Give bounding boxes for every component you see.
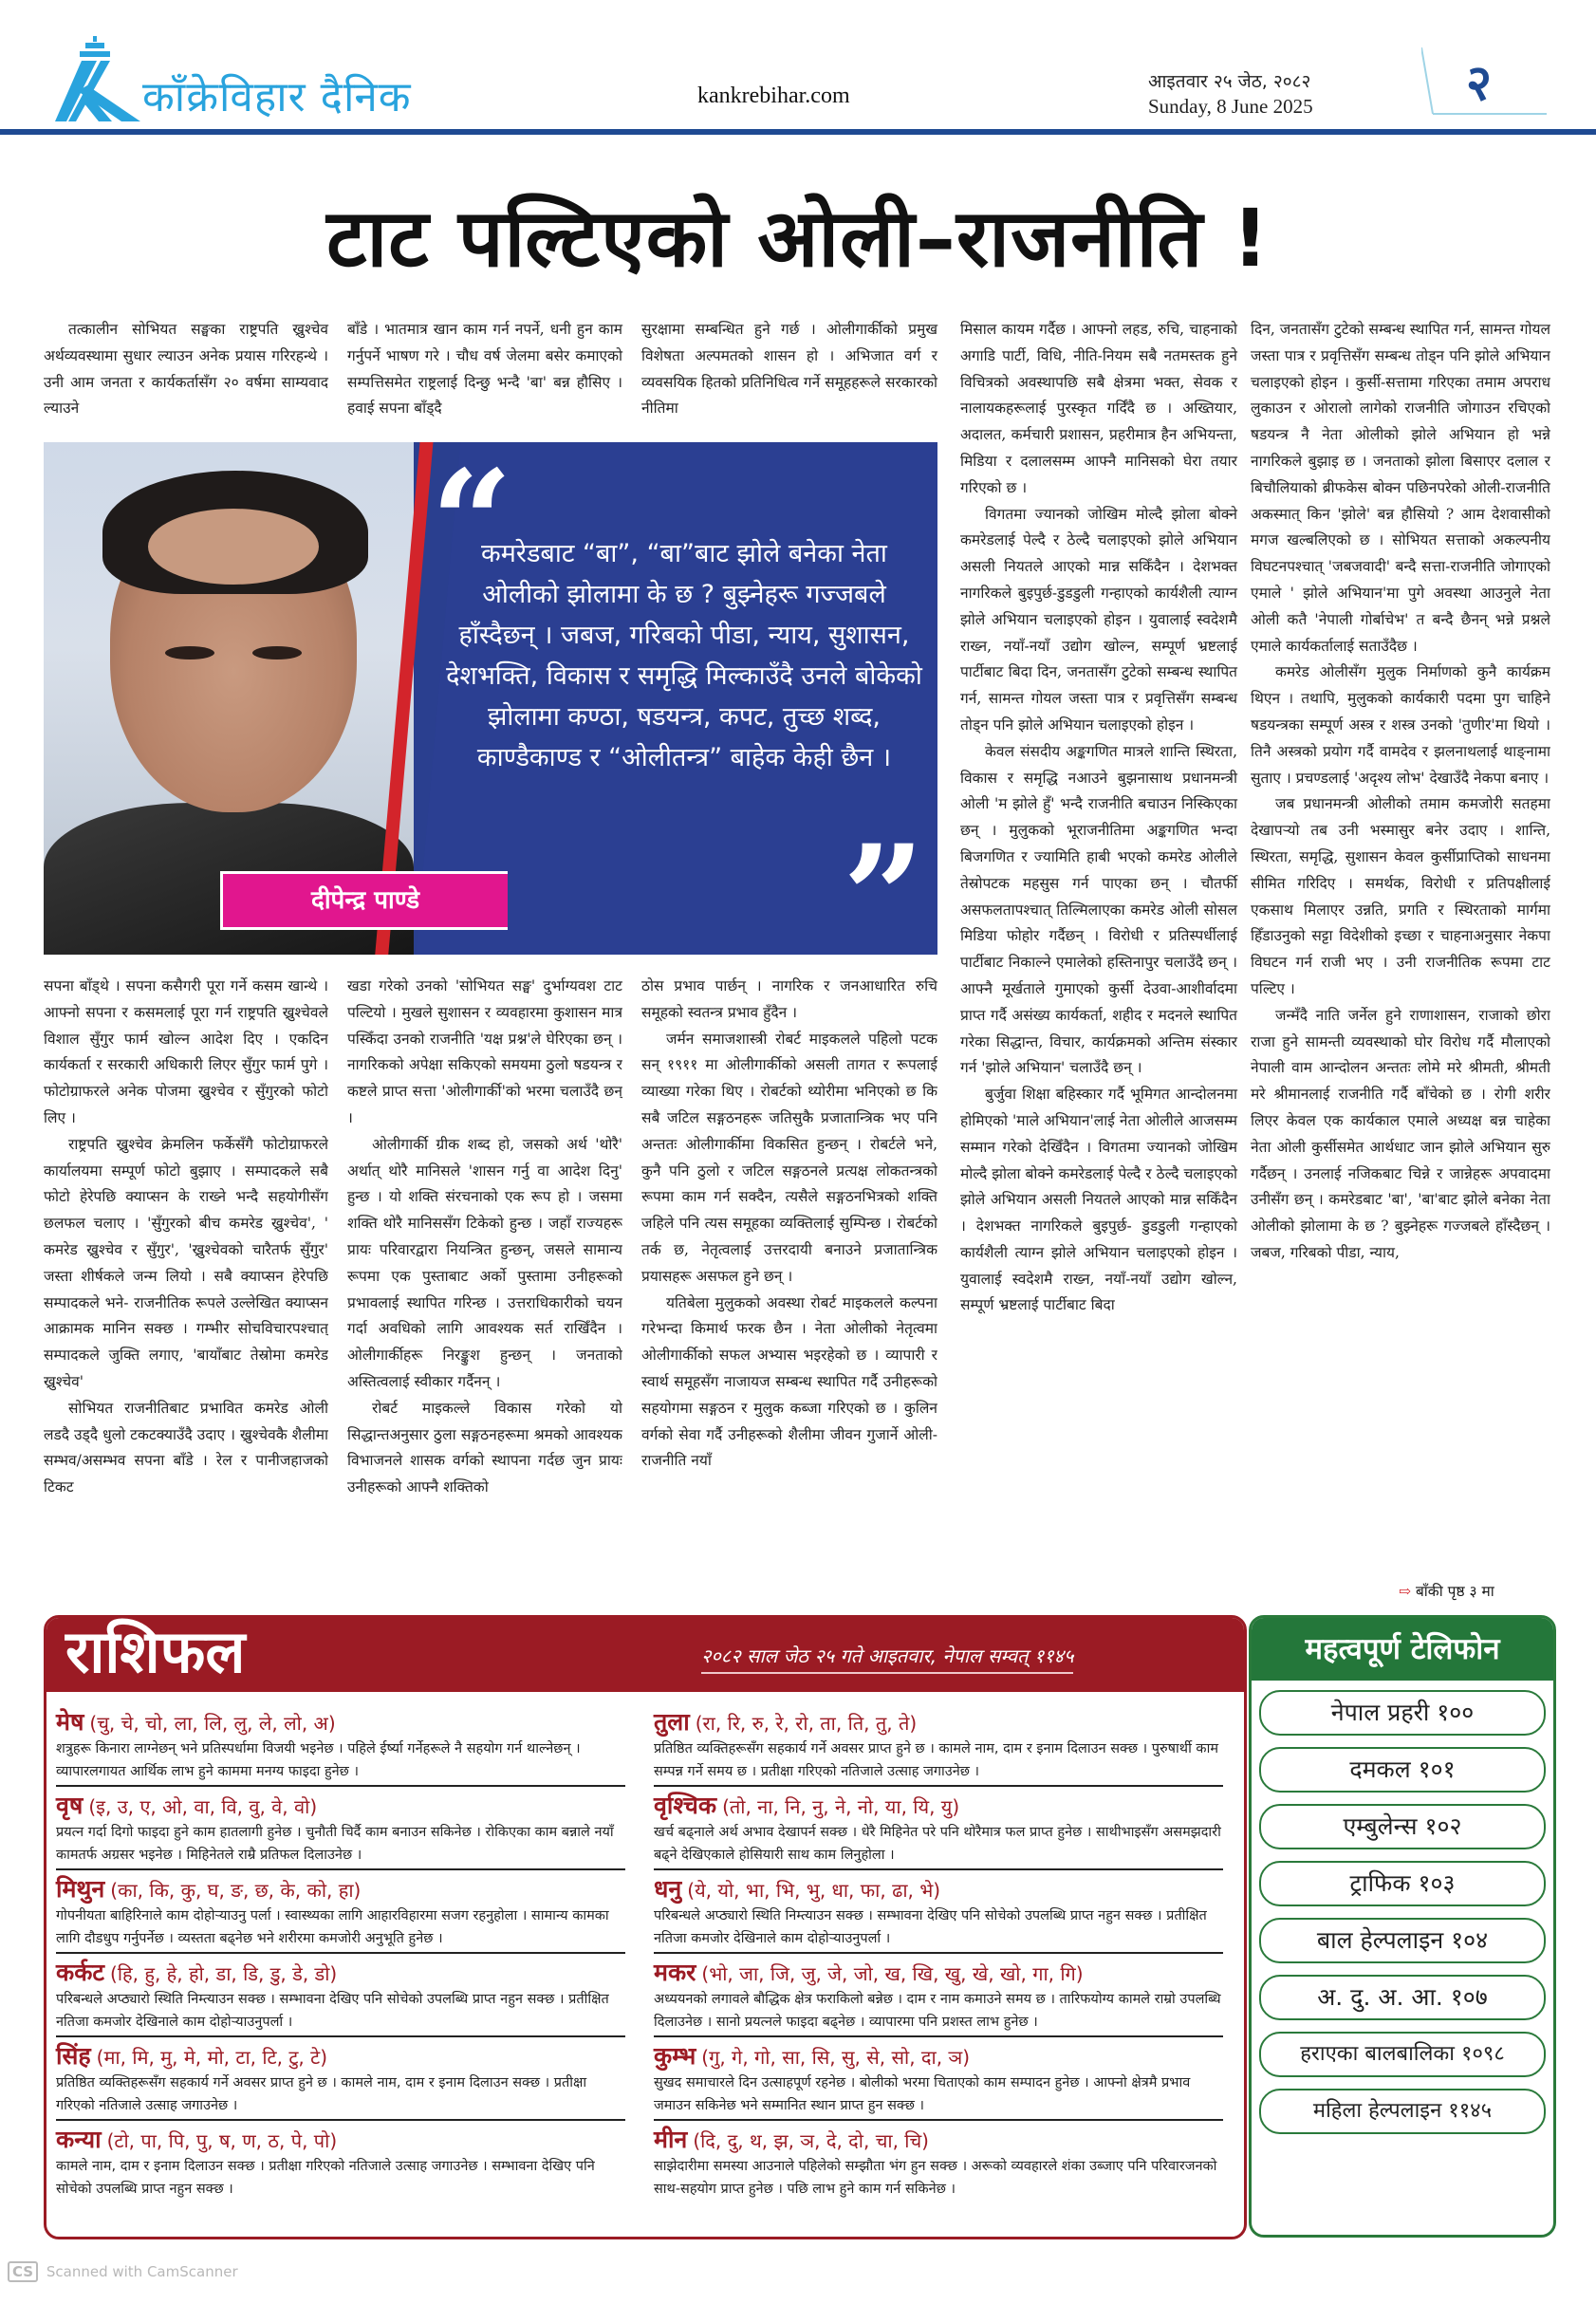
sign-letters: (का, कि, कु, घ, ङ, छ, के, को, हा) bbox=[110, 1879, 362, 1902]
paragraph: सोभियत राजनीतिबाट प्रभावित कमरेड ओली लडदै उड्दै धुलो टकटक्याउँदै उदाए । ख्रुश्चेवकै शैलीमा सम्भव/असम्भव सपना बाँडे । रेल र पानीजहाजको टिकट bbox=[44, 1399, 328, 1496]
paragraph: सुरक्षामा सम्बन्धित हुने गर्छ । ओलीगार्कीको प्रमुख विशेषता अल्पमतको शासन हो । अभिजात वर्ग र व्यवसयिक हितको प्रतिनिधित्व गर्ने समूहहरूले सरकारको नीतिमा bbox=[641, 321, 937, 418]
paragraph: कमरेड ओलीसँग मुलुक निर्माणको कुनै कार्यक्रम थिएन । तथापि, मुलुकको कार्यकारी पदमा पुग चाहिने षडयन्त्रका सम्पूर्ण अस्त्र र शस्त्र उनको 'तुणीर'मा थियो । तिनै अस्त्रको प्रयोग गर्दै वामदेव र झलनाथलाई थाङ्नामा सुताए । प्रचण्डलाई 'अदृश्य लोभ' देखाउँदै नेकपा बनाए । bbox=[1251, 663, 1550, 787]
paragraph: ओलीगार्की ग्रीक शब्द हो, जसको अर्थ 'थोरै' अर्थात् थोरै मानिसले 'शासन गर्नु वा आदेश दिनु' हुन्छ । यो शक्ति संरचनाको एक रूप हो । जसमा शक्ति थोरै मानिससँग टिकेको हुन्छ । जहाँ राज्यहरू प्रायः परिवारद्वारा नियन्त्रित हुन्छन्, जसले सामान्य रूपमा एक पुस्ताबाट अर्को पुस्तामा उनीहरूको प्रभावलाई स्थापित गरिन्छ । उत्तराधिकारीको चयन गर्दा अवधिको लागि आवश्यक सर्त राखिँदैन । ओलीगार्कीहरू निरङ्कुश हुन्छन् । जनताको अस्तित्वलाई स्वीकार गर्दैनन् । bbox=[347, 1135, 622, 1390]
phone-item: दमकल १०१ bbox=[1259, 1747, 1546, 1793]
photo-eye bbox=[252, 646, 302, 660]
sign-name: कर्कट bbox=[56, 1959, 105, 1986]
continued-link[interactable] bbox=[1395, 1580, 1494, 1601]
horoscope-item bbox=[654, 2037, 1223, 2121]
sign-letters: (तो, ना, नि, नु, ने, नो, या, यि, यु) bbox=[722, 1795, 960, 1818]
horoscope-item bbox=[654, 2121, 1223, 2204]
article-col5 bbox=[1251, 317, 1550, 1607]
camscanner-icon: CS bbox=[8, 2261, 38, 2282]
date-nepali: आइतवार २५ जेठ, २०८२ bbox=[1148, 71, 1311, 92]
photo-eye bbox=[165, 646, 214, 660]
sign-prediction: गोपनीयता बाहिरिनाले काम दोहोर्‍याउनु पर्ला । स्वास्थ्यका लागि आहारविहारमा सजग रहनुहोला । सामान्य कामका लागि दौडधुप गर्नुपर्नेछ । व्यस्तता बढ्नेछ भने शरीरमा कमजोरी अनुभूति हुनेछ । bbox=[56, 1908, 609, 1946]
horoscope-item bbox=[654, 1703, 1223, 1787]
phone-item: महिला हेल्पलाइन ११४५ bbox=[1259, 2089, 1546, 2134]
sign-prediction: सुखद समाचारले दिन उत्साहपूर्ण रहनेछ । बोलीको भरमा चिताएको काम सम्पादन हुनेछ । आफ्नो क्षेत्रमै प्रभाव जमाउन सकिनेछ भने सम्मानित स्थान प्राप्त हुन सक्छ । bbox=[654, 2075, 1191, 2113]
date-english: Sunday, 8 June 2025 bbox=[1148, 95, 1313, 118]
page-number: २ bbox=[1466, 55, 1493, 112]
article-col2-top bbox=[347, 317, 622, 422]
continued-label: बाँकी पृष्ठ ३ मा bbox=[1415, 1583, 1494, 1600]
masthead-rule bbox=[0, 129, 1596, 135]
paragraph: रोबर्ट माइकल्ले विकास गरेको यो सिद्धान्तअनुसार ठुला सङ्गठनहरूमा श्रमको आवश्यक विभाजनले शासक वर्गको स्थापना गर्दछ जुन प्रायः उनीहरूको आफ्नै शक्तिको bbox=[347, 1399, 622, 1496]
sign-name: मेष bbox=[56, 1708, 84, 1736]
phone-item: बाल हेल्पलाइन १०४ bbox=[1259, 1918, 1546, 1963]
quote-text: कमरेडबाट “बा”, “बा”बाट झोले बनेका नेता ओलीको झोलामा के छ ? बुझ्नेहरू गज्जबले हाँस्दैछन् । जबज, गरिबको पीडा, न्याय, सुशासन, देशभक्ति, विकास र समृद्धि मिल्काउँदै उनले बोकेको झोलामा कण्ठा, षडयन्त्र, कपट, तुच्छ शब्द, काण्डैकाण्ड र “ओलीतन्त्र” बाहेक केही छैन । bbox=[446, 539, 922, 772]
paragraph: बुर्जुवा शिक्षा बहिस्कार गर्दै भूमिगत आन्दोलनमा होमिएको 'माले अभियान'लाई नेता ओलीले आजसम्म सम्मान गरेको देखिँदैन । विगतमा ज्यानको जोखिम मोल्दै झोला बोक्ने कमरेडलाई पेल्दै र ठेल्दै चलाइएको झोले अभियान असली नियतले आएको मान्न सकिँदैन । देशभक्त नागरिकले बुइपुर्छ- डुडडुली गन्हाएको कार्यशैली त्याग्न झोले अभियान चलाइएको होइन । युवालाई स्वदेशमै राख्न, नयाँ-नयाँ उद्योग खोल्न, सम्पूर्ण भ्रष्टलाई पार्टीबाट बिदा bbox=[960, 1086, 1237, 1314]
horoscope-item bbox=[56, 1787, 625, 1870]
scanner-text: Scanned with CamScanner bbox=[46, 2263, 238, 2280]
horoscope-item bbox=[56, 1703, 625, 1787]
sign-name: धनु bbox=[654, 1875, 682, 1903]
sign-name: तुला bbox=[654, 1708, 690, 1736]
paragraph: दिन, जनतासँग टुटेको सम्बन्ध स्थापित गर्न, सामन्त गोयल जस्ता पात्र र प्रवृत्तिसँग सम्बन्ध तोड्न पनि झोले अभियान चलाइएको होइन । कुर्सी-सत्तामा गरिएका तमाम अपराध लुकाउन र ओरालो लागेको राजनीति जोगाउन रचिएको षडयन्त्र नै नेता ओलीको झोले अभियान हो भन्ने नागरिकले बुझाइ छ । जनताको झोला बिसाएर दलाल र बिचौलियाको ब्रीफकेस बोक्न पछिनपरेको ओली-राजनीति अकस्मात् किन 'झोले' बन्न हौसियो ? आम देशवासीको मगज खल्बलिएको छ । सोभियत सत्ताको अकल्पनीय विघटनपश्चात् 'जबजवादी' बन्दै सत्ता-राजनीति जोगाएको एमाले ' झोले अभियान'मा पुगे अवस्था आउनुले नेता ओली कतै 'नेपाली गोर्बाचेभ' त बन्दै छैनन् भन्ने प्रश्नले एमाले कार्यकर्तालाई सताउँदैछ । bbox=[1251, 321, 1550, 655]
sign-prediction: प्रतिष्ठित व्यक्तिहरूसँग सहकार्य गर्ने अवसर प्राप्त हुने छ । कामले नाम, दाम र इनाम दिलाउन सक्छ । पुरुषार्थी काम सम्पन्न गर्ने समय छ । प्रतीक्षा गरिएको नतिजाले उत्साह जगाउनेछ । bbox=[654, 1741, 1218, 1779]
sign-name: सिंह bbox=[56, 2042, 91, 2070]
paragraph: खडा गरेको उनको 'सोभियत सङ्घ' दुर्भाग्यवश टाट पल्टियो । मुखले सुशासन र व्यवहारमा कुशासन मात्र पस्किँदा उनको राजनीति 'यक्ष प्रश्न'ले घेरिएका छन् । नागरिकको अपेक्षा सकिएको समयमा ठुलो षडयन्त्र र कष्टले प्राप्त सत्ता 'ओलीगार्की'को भरमा चलाउँदै छन् । bbox=[347, 977, 622, 1126]
sign-prediction: प्रयत्न गर्दा दिगो फाइदा हुने काम हातलागी हुनेछ । चुनौती चिर्दै काम बनाउन सकिनेछ । रोकिएका काम बन्नाले नयाँ कामतर्फ अग्रसर भइनेछ । मिहिनेतले राम्रै प्रतिफल दिलाउनेछ । bbox=[56, 1825, 614, 1863]
sign-letters: (चु, चे, चो, ला, लि, लु, ले, लो, अ) bbox=[89, 1712, 336, 1735]
paragraph: यतिबेला मुलुकको अवस्था रोबर्ट माइकलले कल्पना गरेभन्दा किमार्थ फरक छैन । नेता ओलीको नेतृत्वमा ओलीगार्कीको सफल अभ्यास भइरहेको छ । व्यापारी र स्वार्थ समूहसँग नाजायज सम्बन्ध स्थापित गर्दै उनीहरूको सहयोगमा सङ्गठन र मुलुक कब्जा गरिएको छ । कुलिन वर्गको सेवा गर्दै उनीहरूको शैलीमा जीवन गुजार्ने ओली-राजनीति नयाँ bbox=[641, 1293, 937, 1470]
article-col4 bbox=[960, 317, 1237, 1319]
horoscope-item bbox=[654, 1954, 1223, 2037]
paragraph: जन्मँदै नाति जर्नेल हुने राणाशासन, राजाको छोरा राजा हुने सामन्ती व्यवस्थाको घोर विरोध गर्दै मौलाएको नेपाली वाम आन्दोलन अन्ततः लोमे मरे श्रीमती, श्रीमती मरे श्रीमानलाई राजनीति गर्दै बाँचेको छ । रोगी शरीर लिएर केवल एक कार्यकाल एमाले अध्यक्ष बन्न चाहेका नेता ओली कुर्सीसमेत आर्थधाट जान झोले अभियान सुरु गर्दैछन् । उनलाई नजिकबाट चिन्ने र जान्नेहरू अपवादमा उनीसँग छन् । कमरेडबाट 'बा', 'बा'बाट झोले बनेका नेता ओलीको झोलामा के छ ? बुझ्नेहरू गज्जबले हाँस्दैछन् । जबज, गरिबको पीडा, न्याय, bbox=[1251, 1006, 1550, 1261]
article-col3-bottom bbox=[641, 974, 937, 1609]
horoscope-item bbox=[654, 1787, 1223, 1870]
masthead bbox=[0, 0, 1596, 133]
pull-quote-box bbox=[44, 442, 937, 955]
sign-prediction: अध्ययनको लगावले बौद्धिक क्षेत्र फराकिलो बन्नेछ । दाम र नाम कमाउने समय छ । तारिफयोग्य कामले राम्रो उपलब्धि दिलाउनेछ । सानो प्रयत्नले फाइदा बढ्नेछ । व्यापारमा पनि प्रशस्त लाभ हुनेछ । bbox=[654, 1992, 1221, 2030]
sign-letters: (गु, गे, गो, सा, सि, सु, से, सो, दा, ञ) bbox=[701, 2046, 971, 2069]
sign-prediction: साझेदारीमा समस्या आउनाले पहिलेको सम्झौता भंग हुन सक्छ । अरूको व्यवहारले शंका उब्जाए पनि परिवारजनको साथ-सहयोग प्राप्त हुनेछ । पछि लाभ हुने काम गर्न सकिनेछ । bbox=[654, 2159, 1217, 2197]
horoscope-box bbox=[44, 1615, 1247, 2239]
article-col3-top bbox=[641, 317, 937, 422]
sign-letters: (रा, रि, रु, रे, रो, ता, ति, तु, ते) bbox=[695, 1712, 918, 1735]
sign-name: वृश्चिक bbox=[654, 1792, 717, 1819]
paragraph: मिसाल कायम गर्दैछ । आफ्नो लहड, रुचि, चाहनाको अगाडि पार्टी, विधि, नीति-नियम सबै नतमस्तक हुने विचित्रको अवस्थापछि सबै क्षेत्रमा भक्त, सेवक र नालायकहरूलाई पुरस्कृत गर्दिँदै छ । अख्तियार, अदालत, कर्मचारी प्रशासन, प्रहरीमात्र हैन अभियन्ता, मिडिया र दलालसम्म आफ्नै मानिसको घेरा तयार गरिएको छ । bbox=[960, 321, 1237, 496]
horoscope-header bbox=[46, 1618, 1244, 1692]
paragraph: तत्कालीन सोभियत सङ्घका राष्ट्रपति ख्रुश्चेव अर्थव्यवस्थामा सुधार ल्याउन अनेक प्रयास गरिरहन्थे । उनी आम जनता र कार्यकर्तासँग २० वर्षमा साम्यवाद ल्याउने bbox=[44, 321, 328, 418]
photo-forehead bbox=[148, 509, 319, 585]
horoscope-right-column bbox=[654, 1703, 1223, 2204]
horoscope-date: २०८२ साल जेठ २५ गते आइतवार, नेपाल सम्वत् ११४५ bbox=[701, 1643, 1073, 1674]
sign-letters: (भो, जा, जि, जु, जे, जो, ख, खि, खु, खे, खो, गा, गि) bbox=[701, 1962, 1084, 1985]
paragraph: केवल संसदीय अङ्कगणित मात्रले शान्ति स्थिरता, विकास र समृद्धि नआउने बुझनासाथ प्रधानमन्त्री ओली 'म झोले हुँ' भन्दै राजनीति बचाउन निस्किएका छन् । मुलुकको भूराजनीतिमा अङ्कगणित भन्दा बिजगणित र ज्यामिति हाबी भएको कमरेड ओलीले तेस्रोपटक महसुस गर्न पाएका छन् । चौतर्फी असफलतापश्चात् तिल्मिलाएका कमरेड ओली सोसल मिडिया फोहोर गर्दैछन् । विरोधी र प्रतिस्पर्धीलाई पार्टीबाट निकाल्ने एमालेको हस्तिनापुर चलाउँदै छन् । आफ्नै मूर्खताले गुमाएको कुर्सी देउवा-आशीर्वादमा प्राप्त गर्दै असंख्य कार्यकर्ता, शहीद र मदनले स्थापित गरेका सिद्धान्त, विचार, कार्यक्रमको अन्तिम संस्कार गर्न 'झोले अभियान' चलाउँदै छन् । bbox=[960, 742, 1237, 1077]
horoscope-left-column bbox=[56, 1703, 625, 2204]
article-col1-bottom bbox=[44, 974, 328, 1609]
phone-item: हराएका बालबालिका १०९८ bbox=[1259, 2032, 1546, 2077]
paragraph: ठोस प्रभाव पार्छन् । नागरिक र जनआधारित रुचि समूहको स्वतन्त्र प्रभाव हुँदैन । bbox=[641, 977, 937, 1021]
sign-prediction: शत्रुहरू किनारा लाग्नेछन् भने प्रतिस्पर्धामा विजयी भइनेछ । पहिले ईर्ष्या गर्नेहरूले नै सहयोग गर्न थाल्नेछन् । व्यापारलगायत आर्थिक लाभ हुने काममा मनग्य फाइदा हुनेछ । bbox=[56, 1741, 581, 1779]
sign-name: मीन bbox=[654, 2126, 688, 2153]
sign-prediction: प्रतिष्ठित व्यक्तिहरूसँग सहकार्य गर्ने अवसर प्राप्त हुने छ । कामले नाम, दाम र इनाम दिलाउन सक्छ । प्रतीक्षा गरिएको नतिजाले उत्साह जगाउनेछ । bbox=[56, 2075, 587, 2113]
sign-letters: (हि, हु, हे, हो, डा, डि, डु, डे, डो) bbox=[110, 1962, 338, 1985]
phones-list bbox=[1259, 1690, 1546, 2146]
sign-letters: (दि, दु, थ, झ, ञ, दे, दो, चा, चि) bbox=[693, 2129, 929, 2152]
sign-prediction: परिबन्धले अप्ठ्यारो स्थिति निम्त्याउन सक्छ । सम्भावना देखिए पनि सोचेको उपलब्धि प्राप्त नहुन सक्छ । प्रतीक्षित नतिजा कमजोर देखिनाले काम दोहोर्‍याउनुपर्ला । bbox=[654, 1908, 1207, 1946]
sign-name: कन्या bbox=[56, 2126, 102, 2153]
sign-name: मकर bbox=[654, 1959, 696, 1986]
author-name-tag: दीपेन्द्र पाण्डे bbox=[220, 871, 508, 930]
important-phones-box bbox=[1249, 1615, 1556, 2238]
open-quote-icon: “ bbox=[431, 442, 513, 606]
site-url[interactable]: kankrebihar.com bbox=[697, 84, 850, 108]
horoscope-item bbox=[56, 1954, 625, 2037]
sign-prediction: खर्च बढ्नाले अर्थ अभाव देखापर्न सक्छ । धेरै मिहिनेत परे पनि थोरैमात्र फल प्राप्त हुनेछ । साथीभाइसँग असमझदारी बढ्ने देखिएकाले होसियारी साथ काम लिनुहोला । bbox=[654, 1825, 1221, 1863]
sign-letters: (टो, पा, पि, पु, ष, ण, ठ, पे, पो) bbox=[106, 2129, 338, 2152]
phone-item: ट्राफिक १०३ bbox=[1259, 1861, 1546, 1906]
article-col2-bottom bbox=[347, 974, 622, 1609]
paragraph: राष्ट्रपति ख्रुश्चेव क्रेमलिन फर्केसँगै फोटोग्राफरले कार्यालयमा सम्पूर्ण फोटो बुझाए । सम्पादकले सबै फोटो हेरेपछि क्याप्सन के राख्ने भन्दै सहयोगीसँग छलफल चलाए । 'सुँगुरको बीच कमरेड ख्रुश्चेव', ' कमरेड ख्रुश्चेव र सुँगुर', 'ख्रुश्चेवको चारैतर्फ सुँगुर' जस्ता शीर्षकले जन्म लियो । सबै क्याप्सन हेरेपछि सम्पादकले भने- राजनीतिक रूपले उल्लेखित क्याप्सन आक्रामक मानिन सक्छ । गम्भीर सोचविचारपश्चात् सम्पादकले जुक्ति लगाए, 'बायाँबाट तेस्रोमा कमरेड ख्रुश्चेव' bbox=[44, 1135, 328, 1390]
sign-prediction: कामले नाम, दाम र इनाम दिलाउन सक्छ । प्रतीक्षा गरिएको नतिजाले उत्साह जगाउनेछ । सम्भावना देखिए पनि सोचेको उपलब्धि प्राप्त नहुन सक्छ । bbox=[56, 2159, 595, 2197]
arrow-right-icon: ⇨ bbox=[1399, 1583, 1411, 1600]
paragraph: बाँडे । भातमात्र खान काम गर्न नपर्ने, धनी हुन काम गर्नुपर्ने भाषण गरे । चौध वर्ष जेलमा बसेर कमाएको सम्पत्तिसमेत राष्ट्रलाई दिन्छु भन्दै 'बा' बन्न हौसिए । हवाई सपना बाँड्दै bbox=[347, 321, 622, 418]
sign-name: कुम्भ bbox=[654, 2042, 696, 2070]
newspaper-name: काँक्रेविहार दैनिक bbox=[142, 73, 412, 121]
phone-item: नेपाल प्रहरी १०० bbox=[1259, 1690, 1546, 1736]
phone-item: एम्बुलेन्स १०२ bbox=[1259, 1804, 1546, 1849]
horoscope-item bbox=[56, 1870, 625, 1954]
horoscope-item bbox=[56, 2121, 625, 2204]
temple-logo-icon bbox=[55, 36, 140, 123]
sign-letters: (इ, उ, ए, ओ, वा, वि, वु, वे, वो) bbox=[88, 1795, 318, 1818]
sign-name: मिथुन bbox=[56, 1875, 105, 1903]
phone-item: अ. दु. अ. आ. १०७ bbox=[1259, 1975, 1546, 2020]
article-col1-top bbox=[44, 317, 328, 422]
sign-name: वृष bbox=[56, 1792, 84, 1819]
scanner-watermark bbox=[8, 2261, 238, 2282]
paragraph: जब प्रधानमन्त्री ओलीको तमाम कमजोरी सतहमा देखापर्‍यो तब उनी भस्मासुर बनेर उदाए । शान्ति, स्थिरता, समृद्धि, सुशासन केवल कुर्सीप्राप्तिको साधनमा सीमित गरिदिए । समर्थक, विरोधी र प्रतिपक्षीलाई एकसाथ मिलाएर उन्नति, प्रगति र स्थिरताको मार्गमा हिँडाउनुको सट्टा विदेशीको इच्छा र चाहनाअनुसार नेकपा विघटन गर्न राजी भए । उनी राजनीतिक रूपमा टाट पल्टिए । bbox=[1251, 795, 1550, 997]
horoscope-item bbox=[654, 1870, 1223, 1954]
sign-letters: (मा, मि, मु, मे, मो, टा, टि, टु, टे) bbox=[96, 2046, 328, 2069]
sign-letters: (ये, यो, भा, भि, भु, धा, फा, ढा, भे) bbox=[687, 1879, 941, 1902]
horoscope-item bbox=[56, 2037, 625, 2121]
paragraph: जर्मन समाजशास्त्री रोबर्ट माइकलले पहिलो पटक सन् १९११ मा ओलीगार्कीको असली तागत र रूपलाई व्याख्या गरेका थिए । रोबर्टको थ्योरीमा भनिएको छ कि सबै जटिल सङ्गठनहरू जतिसुकै प्रजातान्त्रिक भए पनि अन्ततः ओलीगार्कीमा विकसित हुन्छन् । रोबर्टले भने, कुनै पनि ठुलो र जटिल सङ्गठनले प्रत्यक्ष लोकतन्त्रको रूपमा काम गर्न सक्दैन, त्यसैले सङ्गठनभित्रको शक्ति जहिले पनि त्यस समूहका व्यक्तिलाई सुम्पिन्छ । रोबर्टको तर्क छ, नेतृत्वलाई उत्तरदायी बनाउने प्रजातान्त्रिक प्रयासहरू असफल हुने छन् । bbox=[641, 1030, 937, 1285]
sign-prediction: परिबन्धले अप्ठ्यारो स्थिति निम्त्याउन सक्छ । सम्भावना देखिए पनि सोचेको उपलब्धि प्राप्त नहुन सक्छ । प्रतीक्षित नतिजा कमजोर देखिनाले काम दोहोर्‍याउनुपर्ला । bbox=[56, 1992, 609, 2030]
phones-title: महत्वपूर्ण टेलिफोन bbox=[1252, 1618, 1553, 1681]
paragraph: सपना बाँड्थे । सपना कसैगरी पूरा गर्ने कसम खान्थे । आफ्नो सपना र कसमलाई पूरा गर्न राष्ट्रपति ख्रुश्चेवले विशाल सुँगुर फार्म खोल्न आदेश दिए । एकदिन कार्यकर्ता र सरकारी अधिकारी लिएर सुँगुर फार्म पुगे । फोटोग्राफरले अनेक पोजमा ख्रुश्चेव र सुँगुरको फोटो लिए । bbox=[44, 977, 328, 1126]
paragraph: विगतमा ज्यानको जोखिम मोल्दै झोला बोक्ने कमरेडलाई पेल्दै र ठेल्दै चलाइएको झोले अभियान असली नियतले आएको मान्न सकिँदैन । देशभक्त नागरिकले बुइपुर्छ-डुडडुली गन्हाएको कार्यशैली त्याग्न झोले अभियान चलाइएको होइन । युवालाई स्वदेशमै राख्न, नयाँ-नयाँ उद्योग खोल्न, सम्पूर्ण भ्रष्टलाई पार्टीबाट बिदा दिन, जनतासँग टुटेको सम्बन्ध स्थापित गर्न, सामन्त गोयल जस्ता पात्र र प्रवृत्तिसँग सम्बन्ध तोड्न पनि झोले अभियान चलाइएको होइन । bbox=[960, 505, 1237, 734]
headline: टाट पल्टिएको ओली–राजनीति ! bbox=[326, 192, 1270, 285]
horoscope-title: राशिफल bbox=[65, 1617, 246, 1686]
close-quote-icon: ” bbox=[843, 814, 925, 955]
